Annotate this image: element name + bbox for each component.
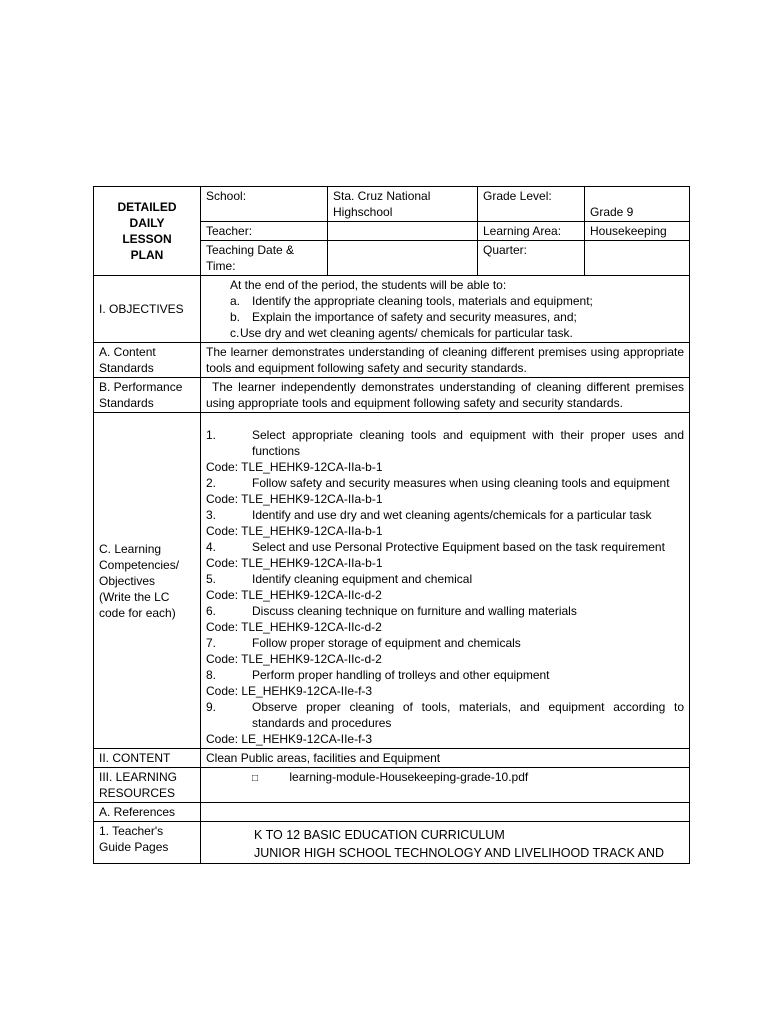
date-label: Teaching Date & Time: (201, 241, 328, 276)
performance-standards-text: The learner independently demonstrates understanding of cleaning different premises using appropriate tools and equipment following safety and security standards. (201, 378, 690, 413)
teacher-value (328, 222, 478, 241)
content-text: Clean Public areas, facilities and Equipment (201, 749, 690, 768)
competencies-label-cell (94, 413, 201, 749)
list-item: 8. Perform proper handling of trolleys and other equipment Code: LE_HEHK9-12CA-IIe-f-3 (206, 668, 550, 698)
guide-cell (201, 822, 690, 864)
list-item: 2. Follow safety and security measures when using cleaning tools and equipment Code: TLE_HEHK9-12CA-IIa-b-1 (206, 476, 670, 506)
performance-standards-label: B. Performance Standards (94, 378, 201, 413)
resources-row (94, 768, 690, 803)
resources-label: III. LEARNING RESOURCES (94, 768, 201, 803)
school-value: Sta. Cruz National Highschool (328, 187, 478, 222)
list-item: 9. Observe proper cleaning of tools, materials, and equipment according to standards and procedures Code: LE_HEHK9-12CA-IIe-f-3 (206, 700, 684, 746)
lesson-plan-table (93, 186, 690, 864)
performance-standards-row (94, 378, 690, 413)
references-value (201, 803, 690, 822)
competencies-row (94, 413, 690, 749)
list-item: c. Use dry and wet cleaning agents/ chemicals for particular task. (230, 326, 573, 340)
guide-row (94, 822, 690, 864)
competencies-note: (Write the LC code for each) (99, 589, 176, 620)
list-item: b. Explain the importance of safety and security measures, and; (230, 310, 577, 324)
references-label: A. References (94, 803, 201, 822)
list-item: 5. Identify cleaning equipment and chemical Code: TLE_HEHK9-12CA-IIc-d-2 (206, 572, 473, 602)
guide-label: 1. Teacher's Guide Pages (94, 822, 201, 864)
list-item: 3. Identify and use dry and wet cleaning agents/chemicals for a particular task Code: TLE_HEHK9-12CA-IIa-b-1 (206, 508, 652, 538)
content-standards-text: The learner demonstrates understanding of cleaning different premises using appropriate tools and equipment following safety and security standards. (201, 343, 690, 378)
grade-value: Grade 9 (585, 187, 690, 222)
references-row (94, 803, 690, 822)
objectives-list (206, 293, 684, 341)
school-label: School: (201, 187, 328, 222)
guide-line-1: K TO 12 BASIC EDUCATION CURRICULUM (254, 828, 505, 842)
objectives-row (94, 276, 690, 343)
lesson-plan-document (93, 186, 689, 864)
resource-file-link[interactable]: learning-module-Housekeeping-grade-10.pdf (289, 770, 529, 784)
list-item: 4. Select and use Personal Protective Equipment based on the task requirement Code: TLE_HEHK9-12CA-IIa-b-1 (206, 540, 665, 570)
header-row-school (94, 187, 690, 222)
area-label: Learning Area: (478, 222, 585, 241)
list-item: a. Identify the appropriate cleaning tools, materials and equipment; (230, 294, 593, 308)
content-row (94, 749, 690, 768)
list-item: 1. Select appropriate cleaning tools and equipment with their proper uses and functions Code: TLE_HEHK9-12CA-IIa-b-1 (206, 428, 684, 474)
list-item: 6. Discuss cleaning technique on furniture and walling materials Code: TLE_HEHK9-12CA-IIc-d-2 (206, 604, 577, 634)
competencies-label: C. Learning Competencies/ Objectives (99, 541, 180, 588)
guide-line-2: JUNIOR HIGH SCHOOL TECHNOLOGY AND LIVELIHOOD TRACK AND (254, 846, 665, 860)
objectives-label: I. OBJECTIVES (94, 276, 201, 343)
list-item: 7. Follow proper storage of equipment and chemicals Code: TLE_HEHK9-12CA-IIc-d-2 (206, 636, 521, 666)
resources-cell (201, 768, 690, 803)
teacher-label: Teacher: (201, 222, 328, 241)
grade-label: Grade Level: (478, 187, 585, 222)
quarter-label: Quarter: (478, 241, 585, 276)
content-label: II. CONTENT (94, 749, 201, 768)
objectives-intro: At the end of the period, the students will be able to: (230, 278, 507, 292)
plan-title: DETAILED DAILY LESSON PLAN (94, 187, 201, 276)
competencies-cell (201, 413, 690, 749)
content-standards-label: A. Content Standards (94, 343, 201, 378)
objectives-cell (201, 276, 690, 343)
date-value (328, 241, 478, 276)
content-standards-row (94, 343, 690, 378)
file-icon: □ (252, 773, 259, 784)
quarter-value (585, 241, 690, 276)
area-value: Housekeeping (585, 222, 690, 241)
